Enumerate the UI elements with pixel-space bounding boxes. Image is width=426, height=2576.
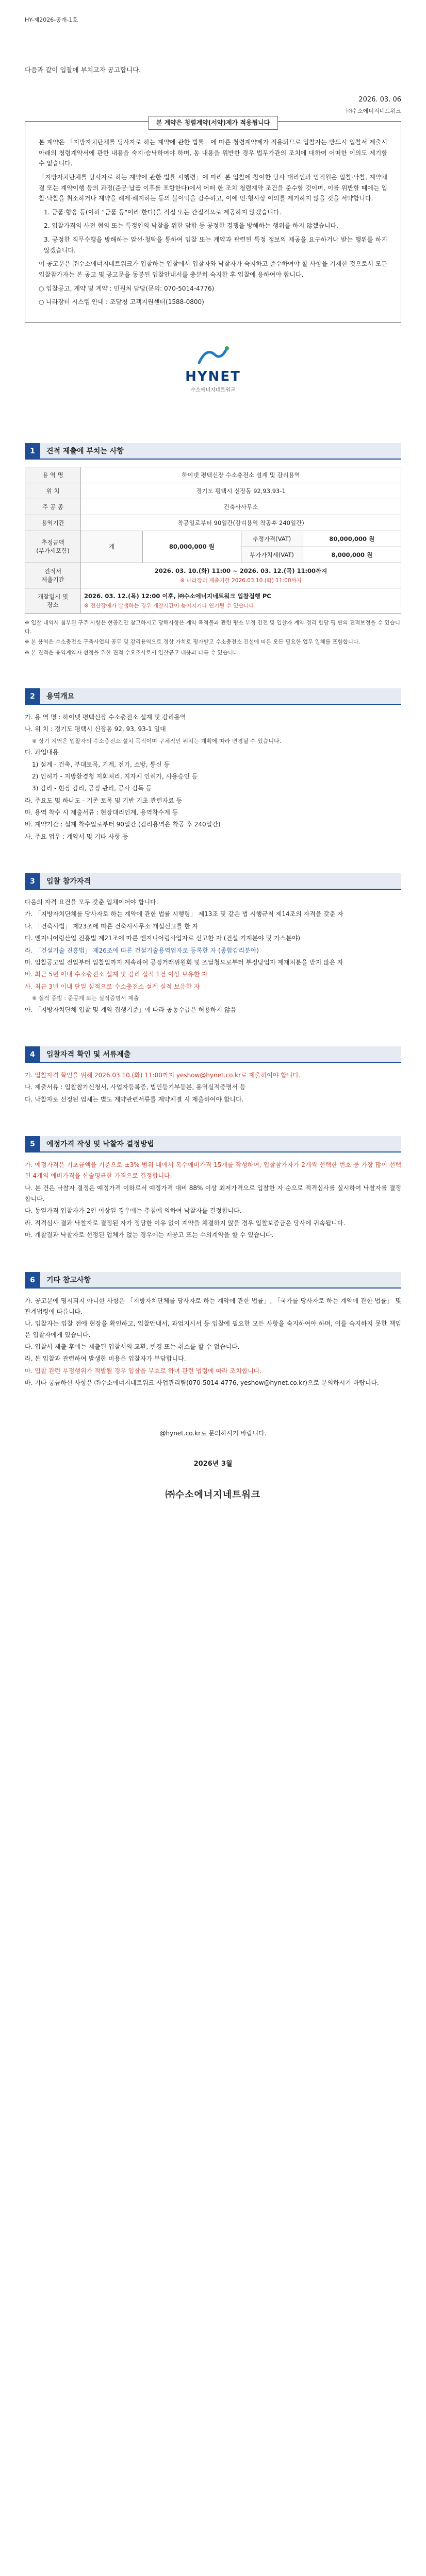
notice-paragraph: 「지방자치단체를 당사자로 하는 계약에 관한 법률 시행령」에 따라 본 입찰에 참여한 당사 대리인과 임직원은 입찰·낙찰, 계약체결 또는 계약이행 등의 과정(준공·납품 이후를 포함한다)에서 어떠 한 조치 청렴계약 조건을 준수할 것이며, 이를 위반할 때에는 입찰·낙찰을 취소하거나 계약을 해제·해지하는 등의 불이익을 감수하고, 이에 민·형사상 이의를 제기하지 않을 것을 서약합니다. [39,173,387,202]
section-title: 입찰 참가자격 [40,873,401,890]
body-line: 마. 입찰 관련 부정행위가 적발될 경우 입찰을 무효로 하며 관련 법령에 따라 조치합니다. [25,1367,262,1375]
note-line: ※ 본 용역은 수소충전소 구축사업의 공무 및 감리용역으로 정상 가치로 평가받고 수소충전소 건설에 따른 모든 필요한 업무 일체를 포함합니다. [25,639,361,646]
row-label: 위 치 [25,483,81,499]
opening-note: ※ 전산장애가 발생하는 경우 개찰시간이 늦어지거나 연기될 수 있습니다. [84,602,256,609]
body-line: 나. 입찰자는 입찰 전에 현장을 확인하고, 입찰안내서, 과업지시서 등 입찰에 필요한 모든 사항을 숙지하여야 하며, 이를 숙지하지 못한 책임은 입찰자에게 있습니다. [25,1320,401,1338]
body-line: 바. 계약기간 : 설계 착수일로부터 90일간 (감리용역은 착공 후 240일간) [25,821,221,828]
submission-period: 2026. 03. 10.(화) 11:00 ~ 2026. 03. 12.(목) 11:00까지 [154,567,327,574]
section-number: 4 [25,1046,40,1063]
issuer-name: ㈜수소에너지네트워크 [346,108,401,114]
table-row [25,588,401,613]
notice-pledge: 3. 공정한 직무수행을 방해하는 알선·청탁을 통하여 입찰 또는 계약과 관련된 특정 정보의 제공을 요구하거나 받는 행위를 하지 않겠습니다. [44,236,387,254]
section-number: 1 [25,443,40,460]
section-title: 입찰자격 확인 및 서류제출 [40,1046,401,1063]
notice-date: 2026. 03. 06 [358,96,401,104]
section-header [25,1046,401,1063]
body-line: 나. 본 건은 낙찰자 결정은 예정가격 이하로서 예정가격 대비 88% 이상 최저가격으로 입찰한 자 순으로 적격심사를 실시하여 낙찰자를 결정합니다. [25,1184,401,1203]
integrity-notice-title: 본 계약은 청렴계약(서약)제가 적용됩니다 [149,116,278,130]
body-line: 사. 주요 업무 : 계약서 및 기타 사항 등 [25,833,128,840]
body-line: 가. 예정가격은 기초금액을 기준으로 ±3% 범위 내에서 복수예비가격 15개를 작성하여, 입찰참가자가 2개씩 선택한 번호 중 가장 많이 선택된 4개의 예비가격을 산술평균한 가격으로 결정합니다. [25,1161,401,1180]
body-line: 라. 주요도 및 하나도 - 기존 토목 및 기반 기초 관련자료 등 [25,796,183,804]
notice-pledge: 2. 입찰가격의 사전 협의 또는 특정인의 낙찰을 위한 담합 등 공정한 경쟁을 방해하는 행위를 하지 않겠습니다. [44,222,338,230]
row-value: 경기도 평택시 신장동 92,93,93-1 [81,483,401,499]
body-line: 2) 인허가 - 지방환경청 지회처리, 지자체 인허가, 사용승인 등 [32,772,198,780]
body-line: 가. 입찰자격 확인을 위해 2026.03.10.(화) 11:00까지 yeshow@hynet.co.kr로 제출하여야 합니다. [25,1071,301,1079]
section-pricing [25,1136,401,1241]
section-title: 예정가격 작성 및 낙찰자 결정방법 [40,1136,401,1153]
table-row [25,467,401,483]
body-line: 마. 개찰결과 낙찰자로 선정된 업체가 없는 경우에는 재공고 또는 수의계약을 할 수 있습니다. [25,1231,274,1239]
row-value: 하이넷 평택신장 수소충전소 설계 및 감리용역 [81,467,401,483]
body-line: 라. 본 입찰과 관련하여 발생한 비용은 입찰자가 부담합니다. [25,1355,186,1363]
body-line: 마. 용역 착수 시 제출서류 : 현장대리인계, 용역착수계 등 [25,809,178,817]
section-bid-items [25,443,401,657]
row-label: 개찰일시 및 장소 [25,588,81,613]
company-logo [25,345,401,402]
body-line: 가. 공고문에 명시되지 아니한 사항은 「지방자치단체를 당사자로 하는 계약에 관한 법률」, 「국가를 당사자로 하는 계약에 관한 법률」 및 관계법령에 따릅니다. [25,1297,401,1315]
contact-line: ○ 나라장터 시스템 안내 : 조달청 고객지원센터(1588-0800) [39,298,204,306]
body-line: 바. 기타 궁금하신 사항은 ㈜수소에너지네트워크 사업관리팀(070-5014-4776, yeshow@hynet.co.kr)으로 문의하시기 바랍니다. [25,1379,379,1387]
opening-info: 2026. 03. 12.(목) 12:00 이후, ㈜수소에너지네트워크 입찰집행 PC [84,592,271,600]
body-line: 가. 「지방자치단체를 당사자로 하는 계약에 관한 법률 시행령」 제13조 및 같은 법 시행규칙 제14조의 자격을 갖춘 자 [25,910,343,918]
body-line: 라. 적격심사 결과 낙찰자로 결정된 자가 정당한 이유 없이 계약을 체결하지 않을 경우 입찰보증금은 당사에 귀속됩니다. [25,1219,346,1227]
price-sub-value: 80,000,000 원 [303,531,401,547]
row-label: 주 공 종 [25,499,81,515]
price-total-value: 80,000,000 원 [143,531,241,563]
price-sub-value: 8,000,000 원 [303,547,401,563]
row-value [81,563,401,588]
body-line: 다. 낙찰자로 선정된 업체는 별도 계약관련서류를 계약체결 시 제출하여야 합니다. [25,1095,244,1103]
section-body [25,897,401,1015]
section-qualifications [25,873,401,1015]
section-notes [25,619,401,657]
table-row [25,563,401,588]
logo-subtitle: 수소에너지네트워크 [190,387,236,393]
hynet-logo-icon [195,345,231,367]
body-line: 다. 동일가격 입찰자가 2인 이상일 경우에는 추첨에 의하여 낙찰자를 결정합니다. [25,1207,242,1215]
body-line: 바. 최근 5년 이내 수소충전소 설계 및 감리 실적 1건 이상 보유한 자 [25,971,208,978]
body-line: 마. 입찰공고일 전일부터 입찰일까지 계속하여 공정거래위원회 및 조달청으로부터 부정당업자 제재처분을 받지 않은 자 [25,958,343,966]
row-value [81,588,401,613]
section-header [25,688,401,705]
logo-wordmark: HYNET [185,368,241,384]
body-line: 사. 최근 3년 이내 단일 실적으로 수소충전소 설계 실적 보유한 자 [25,982,200,990]
section-body [25,712,401,842]
document-number: HY-제2026-공개-1호 [25,16,78,23]
body-line: 다. 입찰서 제출 후에는 제출된 입찰서의 교환, 변경 또는 취소를 할 수 없습니다. [25,1343,240,1350]
notice-contacts [39,283,387,308]
body-line: 다. 엔지니어링산업 진흥법 제21조에 따른 엔지니어링사업자로 신고한 자 (건설·기계분야 및 가스분야) [25,935,301,942]
footer-date: 2026년 3월 [193,1460,233,1468]
row-value: 착공일로부터 90일간(감리용역 착공후 240일간) [81,515,401,531]
table-row [25,483,401,499]
submission-note: ※ 나라장터 제출기한 2026.03.10.(화) 11:00까지 [180,577,302,584]
body-line: 라. 「건설기술 진흥법」 제26조에 따른 건설기술용역업자로 등록한 자 (종합감리분야) [25,946,259,954]
body-note: ※ 상기 지역은 입찰자의 수소충전소 설치 목적이며 구체적인 위치는 계획에 따라 변경될 수 있습니다. [32,737,282,744]
body-line: 아. 「지방자치단체 입찰 및 계약 집행기준」에 따라 공동수급은 허용하지 않음 [25,1006,236,1013]
bid-info-table [25,467,401,614]
notice-paragraph: 이 공고문은 ㈜수소에너지네트워크가 입찰하는 입찰에서 입찰자와 낙찰자가 숙지하고 준수하여야 할 사항을 기재한 것으로서 모든 입찰참가자는 본 공고 및 공고문을 동봉된 입찰안내서를 충분히 숙지한 후 입찰에 응하여야 합니다. [39,260,387,278]
body-line: 다음의 자격 요건을 모두 갖춘 업체이어야 합니다. [25,899,158,906]
body-line: 3) 감리 - 현장 감리, 공정 관리, 공사 감독 등 [32,785,152,792]
section-documents [25,1046,401,1105]
section-title: 견적 제출에 부치는 사항 [40,443,401,460]
section-title: 용역개요 [40,688,401,705]
body-line: 나. 「건축사법」 제23조에 따른 건축사사무소 개설신고를 한 자 [25,922,199,930]
integrity-notice-box [25,121,401,323]
body-note: ※ 실적 증빙 : 준공계 또는 실적증명서 제출 [32,994,139,1002]
section-number: 6 [25,1272,40,1289]
row-label: 용역기간 [25,515,81,531]
body-line: 다. 과업내용 [25,749,59,756]
table-row [25,515,401,531]
body-line: 1) 설계 - 건축, 부대토목, 기계, 전기, 소방, 통신 등 [32,760,170,768]
section-header [25,873,401,890]
intro-text: 다음과 같이 입찰에 부치고자 공고합니다. [25,66,141,74]
section-header [25,1272,401,1289]
row-label: 추정금액 (부가세포함) [25,531,81,563]
section-number: 2 [25,688,40,705]
section-overview [25,688,401,842]
notice-pledge: 1. 금품·향응 등(이하 "금품 등"이라 한다)을 직접 또는 간접적으로 제공하지 않겠습니다. [44,208,282,216]
table-row [25,531,401,547]
row-label: 견적서 제출기간 [25,563,81,588]
section-body [25,1070,401,1105]
body-line: 나. 위 치 : 경기도 평택시 신장동 92, 93, 93-1 일대 [25,725,166,733]
section-body [25,1296,401,1389]
price-sub-label: 부가가치세(VAT) [241,547,303,563]
row-value: 건축사사무소 [81,499,401,515]
section-header [25,443,401,460]
notice-paragraph: 본 계약은 「지방자치단체를 당사자로 하는 계약에 관한 법률」에 따른 청렴계약제가 적용되므로 입찰자는 반드시 입찰서 제출시 아래의 청렴계약서에 관한 내용을 숙지·승낙하여야 하며, 동 내용을 위반한 경우 법무가관의 조치에 대하여 어떠한 이의도 제기할 수 없습니다. [39,139,387,167]
note-line: ※ 입찰 내역서 첨부된 구주 사항은 현공간만 참고하시고 당해사항은 계약 목적물과 관련 평소 부정 건전 및 입찰자 계약 정리 합당 평 반의 견적보정을 수 있습니다. [25,619,400,635]
price-total-label: 계 [81,531,143,563]
table-row [25,499,401,515]
footer-organization: ㈜수소에너지네트워크 [165,1489,261,1501]
price-sub-label: 추정가격(VAT) [241,531,303,547]
row-label: 용 역 명 [25,467,81,483]
section-body [25,1160,401,1241]
section-number: 3 [25,873,40,890]
section-number: 5 [25,1136,40,1153]
section-title: 기타 참고사항 [40,1272,401,1289]
footer-contact: @hynet.co.kr로 문의하시기 바랍니다. [159,1430,267,1437]
section-header [25,1136,401,1153]
body-line: 나. 제출서류 : 입찰참가신청서, 사업자등록증, 법인등기부등본, 용역실적증명서 등 [25,1083,246,1091]
body-line: 가. 용 역 명 : 하이넷 평택신장 수소충전소 설계 및 감리용역 [25,713,186,721]
contact-line: ○ 입찰공고, 계약 및 계약 : 민원처 담당(문의: 070-5014-4776) [39,284,215,292]
section-misc [25,1272,401,1389]
note-line: ※ 본 견적은 용역계약자 선정을 위한 견적 수요조사로서 입찰공고 내용과 다를 수 있습니다. [25,650,240,656]
